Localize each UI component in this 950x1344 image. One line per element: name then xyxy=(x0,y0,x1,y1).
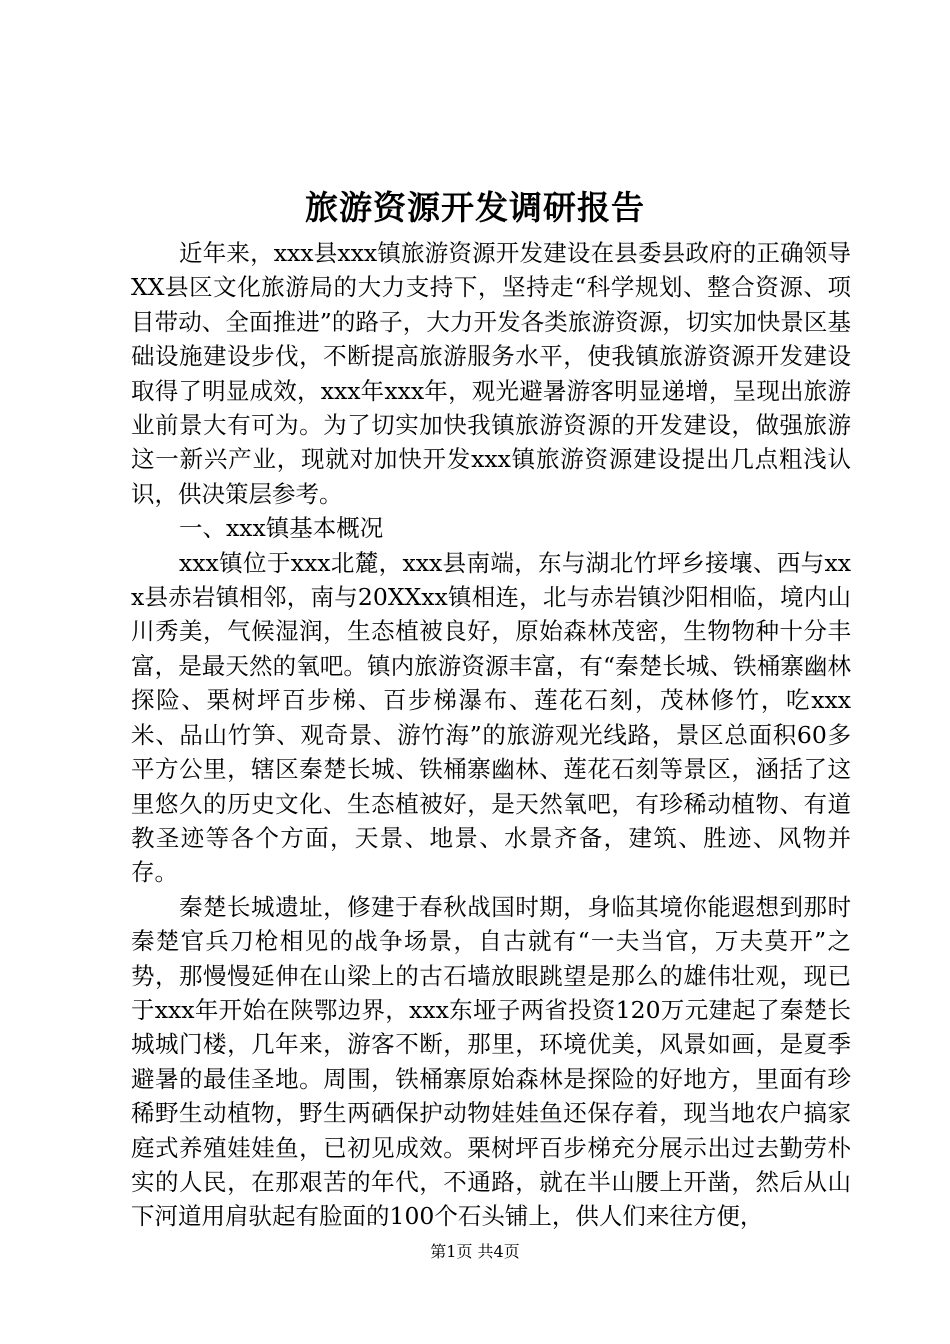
paragraph-great-wall: 秦楚长城遗址，修建于春秋战国时期，身临其境你能遐想到那时秦楚官兵刀枪相见的战争场景，自古就有“一夫当官，万夫莫开”之势，那慢慢延伸在山梁上的古石墙放眼跳望是那么的雄伟壮观，现已于xxx年开始在陕鄂边界，xxx东垭子两省投资120万元建起了秦楚长城城门楼，几年来，游客不断，那里，环境优美，风景如画，是夏季避暑的最佳圣地。周围，铁桶寨原始森林是探险的好地方，里面有珍稀野生动植物，野生两硒保护动物娃娃鱼还保存着，现当地农户搞家庭式养殖娃娃鱼，已初见成效。栗树坪百步梯充分展示出过去勤劳朴实的人民，在那艰苦的年代，不通路，就在半山腰上开凿，然后从山下河道用肩驮起有脸面的100个石头铺上，供人们来往方便， xyxy=(131,892,851,1231)
document-body xyxy=(131,236,851,1234)
paragraph-intro: 近年来，xxx县xxx镇旅游资源开发建设在县委县政府的正确领导XX县区文化旅游局的大力支持下，坚持走“科学规划、整合资源、项目带动、全面推进”的路子，大力开发各类旅游资源，切实加快景区基础设施建设步伐，不断提高旅游服务水平，使我镇旅游资源开发建设取得了明显成效，xxx年xxx年，观光避暑游客明显递增，呈现出旅游业前景大有可为。为了切实加快我镇旅游资源的开发建设，做强旅游这一新兴产业，现就对加快开发xxx镇旅游资源建设提出几点粗浅认识，供决策层参考。 xyxy=(131,239,851,508)
paragraph-overview: xxx镇位于xxx北麓，xxx县南端，东与湖北竹坪乡接壤、西与xxx县赤岩镇相邻，南与20XXxx镇相连，北与赤岩镇沙阳相临，境内山川秀美，气候湿润，生态植被良好，原始森林茂密，生物物种十分丰富，是最天然的氧吧。镇内旅游资源丰富，有“秦楚长城、铁桶寨幽林探险、栗树坪百步梯、百步梯瀑布、莲花石刻，茂林修竹，吃xxx米、品山竹笋、观奇景、游竹海”的旅游观光线路，景区总面积60多平方公里，辖区秦楚长城、铁桶寨幽林、莲花石刻等景区，涵括了这里悠久的历史文化、生态植被好，是天然氧吧，有珍稀动植物、有道教圣迹等各个方面，天景、地景、水景齐备，建筑、胜迹、风物并存。 xyxy=(131,548,851,887)
document-title: 旅游资源开发调研报告 xyxy=(305,188,645,227)
section-heading-overview: 一、xxx镇基本概况 xyxy=(179,514,384,543)
page-number-footer: 第1页 共4页 xyxy=(430,1242,520,1261)
